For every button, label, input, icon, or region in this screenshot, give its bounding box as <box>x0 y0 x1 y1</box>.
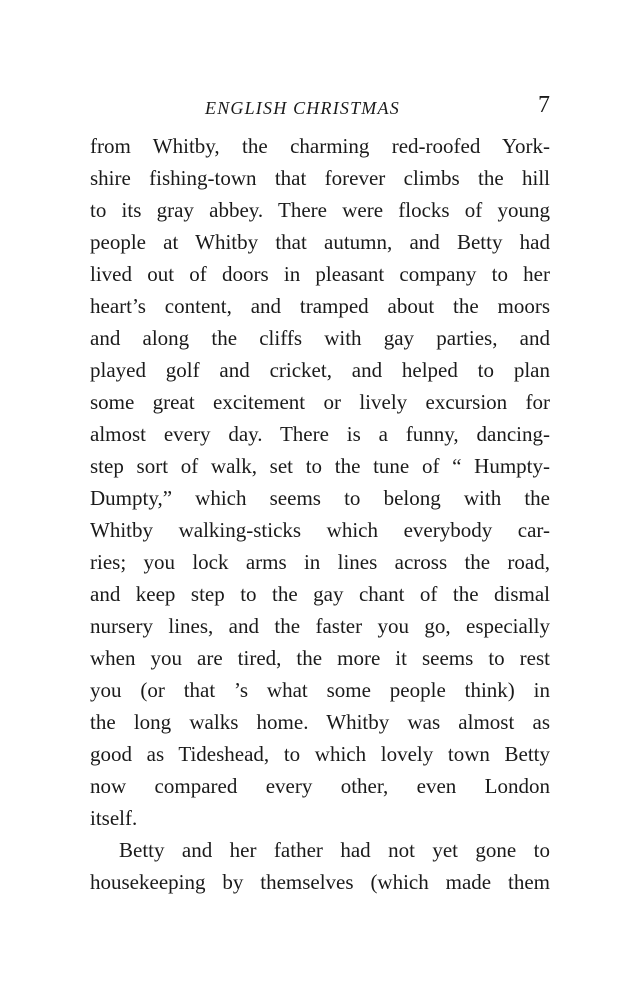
text-line: itself. <box>90 806 138 830</box>
text-line: step sort of walk, set to the tune of “ Humpty- <box>90 454 550 478</box>
text-line: nursery lines, and the faster you go, especially <box>90 614 550 638</box>
text-line: housekeeping by themselves (which made them <box>90 870 550 894</box>
paragraph <box>90 130 550 834</box>
text-line: lived out of doors in pleasant company to her <box>90 262 550 286</box>
text-line: and along the cliffs with gay parties, and <box>90 326 550 350</box>
body-text <box>90 130 550 898</box>
text-line: Dumpty,” which seems to belong with the <box>90 486 550 510</box>
page-number: 7 <box>538 92 550 118</box>
text-line: heart’s content, and tramped about the moors <box>90 294 550 318</box>
text-line: from Whitby, the charming red-roofed York- <box>90 134 550 158</box>
paragraph <box>90 834 550 898</box>
text-line: Betty and her father had not yet gone to <box>119 838 550 862</box>
text-line: people at Whitby that autumn, and Betty had <box>90 230 550 254</box>
text-line: the long walks home. Whitby was almost as <box>90 710 550 734</box>
text-line: and keep step to the gay chant of the dismal <box>90 582 550 606</box>
text-line: almost every day. There is a funny, dancing- <box>90 422 550 446</box>
text-line: ries; you lock arms in lines across the road, <box>90 550 550 574</box>
text-line: shire fishing-town that forever climbs the hill <box>90 166 550 190</box>
text-line: now compared every other, even London <box>90 774 550 798</box>
text-line: when you are tired, the more it seems to rest <box>90 646 550 670</box>
text-line: to its gray abbey. There were flocks of young <box>90 198 550 222</box>
text-line: played golf and cricket, and helped to plan <box>90 358 550 382</box>
page-header <box>90 92 550 122</box>
running-title: ENGLISH CHRISTMAS <box>205 98 400 118</box>
text-line: some great excitement or lively excursion for <box>90 390 550 414</box>
text-line: Whitby walking-sticks which everybody car- <box>90 518 550 542</box>
text-line: you (or that ’s what some people think) in <box>90 678 550 702</box>
text-line: good as Tideshead, to which lovely town Betty <box>90 742 550 766</box>
